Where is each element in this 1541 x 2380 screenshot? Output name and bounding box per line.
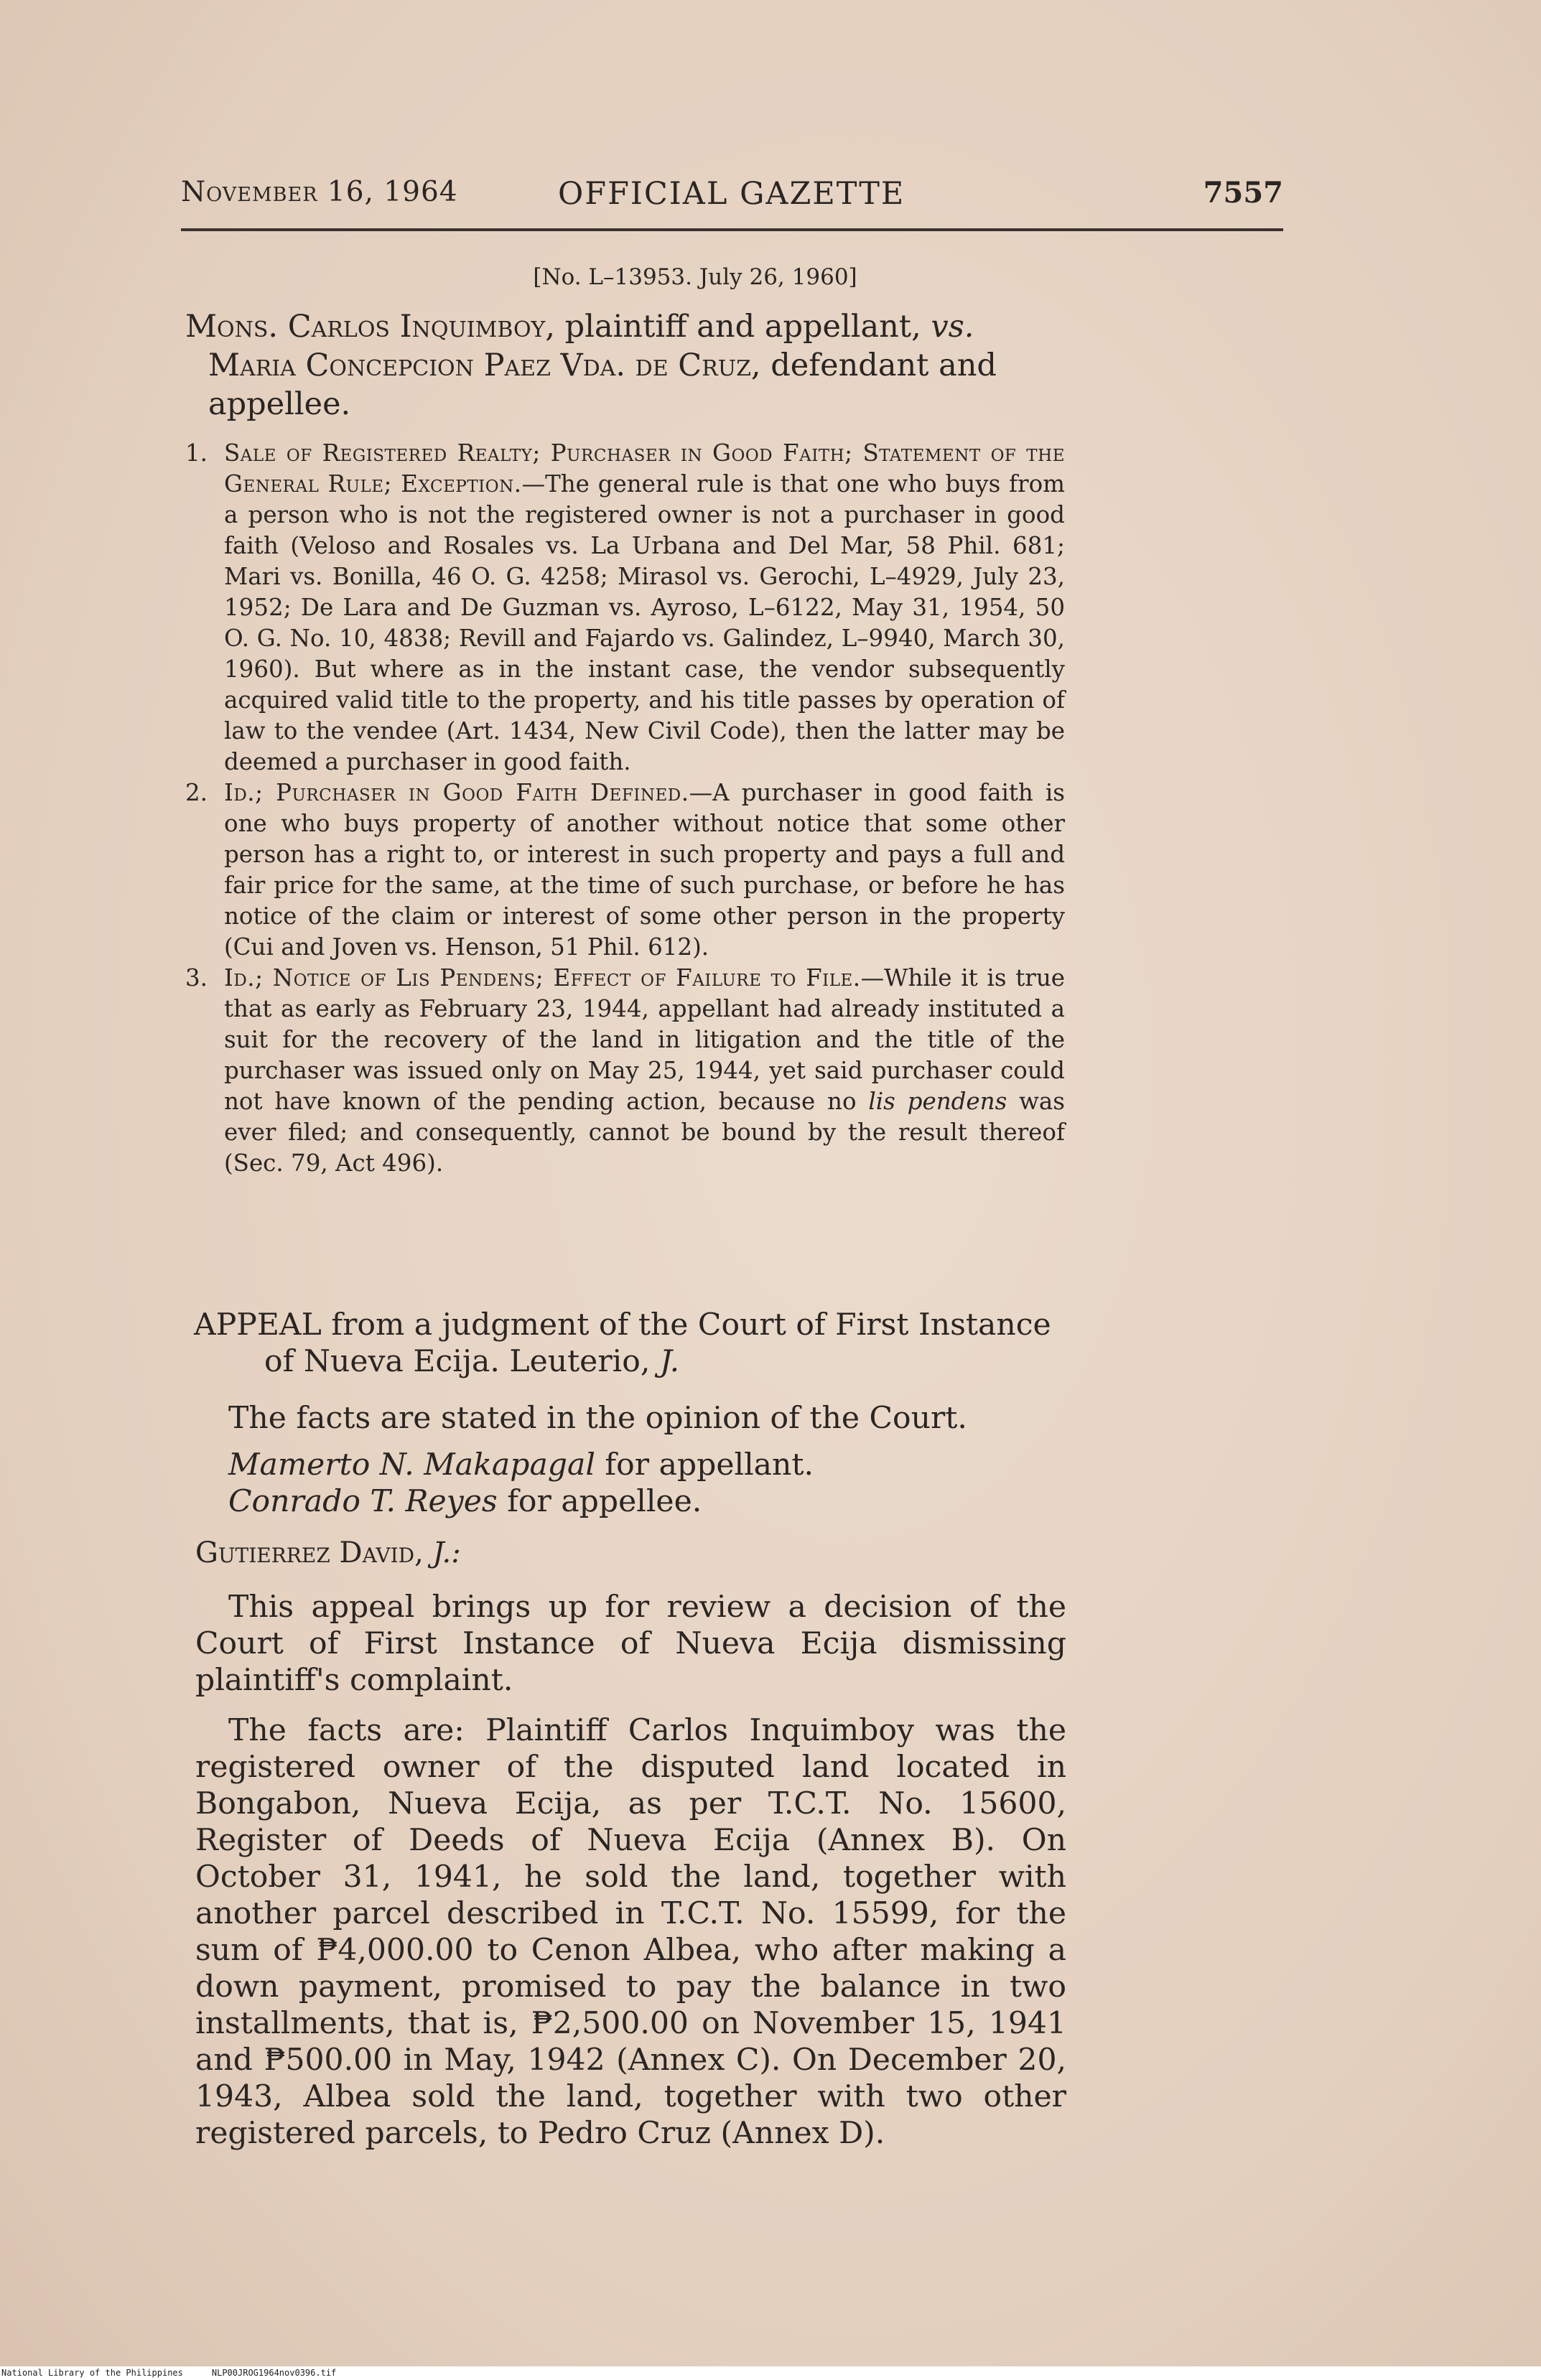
- syllabus-item: 2. Id.; Purchaser in Good Faith Defined.—A purchaser in good faith is one who buys property of another without notice that some other person has a right to, or interest in such property and pays a full and fair price for the same, at the time of such purchase, or before he has notice of the claim or interest of some other person in the property (Cui and Joven vs. Henson, 51 Phil. 612).: [185, 779, 1065, 961]
- syllabus-text: —A purchaser in good faith is one who buys property of another without notice that some other person has a right to, or interest in such property and pays a full and fair price for the same, at the time of such purchase, or before he has notice of the claim or interest of some other person in the property (Cui and Joven vs. Henson, 51 Phil. 612).: [224, 779, 1065, 961]
- syllabus-text: —While it is true that as early as February 23, 1944, appellant had already instituted a suit for the recovery of the land in litigation and the title of the purchaser was issued only on May 25, 1944, yet said purchaser could not have known of the pending action, because no: [224, 964, 1066, 1115]
- plaintiff-name: Mons. Carlos Inquimboy,: [185, 309, 556, 345]
- header-page-number: 7557: [1203, 176, 1283, 210]
- header-date: November 16, 1964: [181, 176, 458, 208]
- footer-library: National Library of the Philippines: [1, 2368, 183, 2378]
- syllabus: [185, 438, 1065, 1179]
- syllabus-heading: Sale of Registered Realty; Purchaser in Good Faith; Statement of the General Rule; Exception.: [224, 439, 1065, 498]
- syllabus-heading: Id.; Purchaser in Good Faith Defined.: [224, 779, 689, 806]
- syllabus-item: 1. Sale of Registered Realty; Purchaser in Good Faith; Statement of the General Rule; Exception.—The general rule is that one who buys from a person who is not the registered owner is not a purchaser in good faith (Veloso and Rosales vs. La Urbana and Del Mar, 58 Phil. 681; Mari vs. Bonilla, 46 O. G. 4258; Mirasol vs. Gerochi, L–4929, July 23, 1952; De Lara and De Guzman vs. Ayroso, L–6122, May 31, 1954, 50 O. G. No. 10, 4838; Revill and Fajardo vs. Galindez, L–9940, March 30, 1960). But where as in the instant case, the vendor subsequently acquired valid title to the property, and his title passes by operation of law to the vendee (Art. 1434, New Civil Code), then the latter may be deemed a purchaser in good faith.: [185, 439, 1065, 775]
- facts-note: The facts are stated in the opinion of the Court.: [228, 1401, 967, 1436]
- scan-footer: [0, 2366, 1541, 2380]
- header-rule: [181, 228, 1283, 231]
- syllabus-heading: Id.; Notice of Lis Pendens; Effect of Failure to File.: [224, 964, 861, 991]
- page-header: [181, 176, 1283, 219]
- ponente: Gutierrez David, J.:: [195, 1536, 461, 1569]
- appellee-counsel: Conrado T. Reyes: [228, 1484, 498, 1519]
- syllabus-item: 3. Id.; Notice of Lis Pendens; Effect of Failure to File.—While it is true that as early as February 23, 1944, appellant had already instituted a suit for the recovery of the land in litigation and the title of the purchaser was issued only on May 25, 1944, yet said purchaser could not have known of the pending action, because no lis pendens was ever filed; and consequently, cannot be bound by the result thereof (Sec. 79, Act 496).: [185, 964, 1066, 1177]
- footer-file: NLP00JROG1964nov0396.tif: [211, 2368, 337, 2378]
- case-parties: Mons. Carlos Inquimboy, plaintiff and appellant, vs. Maria Concepcion Paez Vda. de Cruz, defendant and appellee.: [185, 309, 997, 422]
- opinion-paragraph: This appeal brings up for review a decision of the Court of First Instance of Nueva Ecija dismissing plaintiff's complaint.: [195, 1590, 1066, 1698]
- counsel: Mamerto N. Makapagal for appellant. Conrado T. Reyes for appellee.: [228, 1447, 814, 1519]
- appellant-counsel: Mamerto N. Makapagal: [228, 1447, 595, 1483]
- defendant-name: Maria Concepcion Paez Vda. de Cruz,: [208, 347, 761, 383]
- header-title: OFFICIAL GAZETTE: [558, 176, 905, 212]
- appeal-line: APPEAL from a judgment of the Court of First Instance of Nueva Ecija. Leuterio, J.: [194, 1307, 1051, 1379]
- versus: vs.: [931, 309, 974, 345]
- docket-number: [No. L–13953. July 26, 1960]: [533, 264, 857, 290]
- opinion-paragraph: The facts are: Plaintiff Carlos Inquimboy was the registered owner of the disputed land located in Bongabon, Nueva Ecija, as per T.C.T. No. 15600, Register of Deeds of Nueva Ecija (Annex B). On October 31, 1941, he sold the land, together with another parcel described in T.C.T. No. 15599, for the sum of ₱4,000.00 to Cenon Albea, who after making a down payment, promised to pay the balance in two installments, that is, ₱2,500.00 on November 15, 1941 and ₱500.00 in May, 1942 (Annex C). On December 20, 1943, Albea sold the land, together with two other registered parcels, to Pedro Cruz (Annex D).: [195, 1713, 1066, 2151]
- syllabus-text: —The general rule is that one who buys from a person who is not the registered owner is not a purchaser in good faith (Veloso and Rosales vs. La Urbana and Del Mar, 58 Phil. 681; Mari vs. Bonilla, 46 O. G. 4258; Mirasol vs. Gerochi, L–4929, July 23, 1952; De Lara and De Guzman vs. Ayroso, L–6122, May 31, 1954, 50 O. G. No. 10, 4838; Revill and Fajardo vs. Galindez, L–9940, March 30, 1960). But where as in the instant case, the vendor subsequently acquired valid title to the property, and his title passes by operation of law to the vendee (Art. 1434, New Civil Code), then the latter may be deemed a purchaser in good faith.: [224, 470, 1065, 775]
